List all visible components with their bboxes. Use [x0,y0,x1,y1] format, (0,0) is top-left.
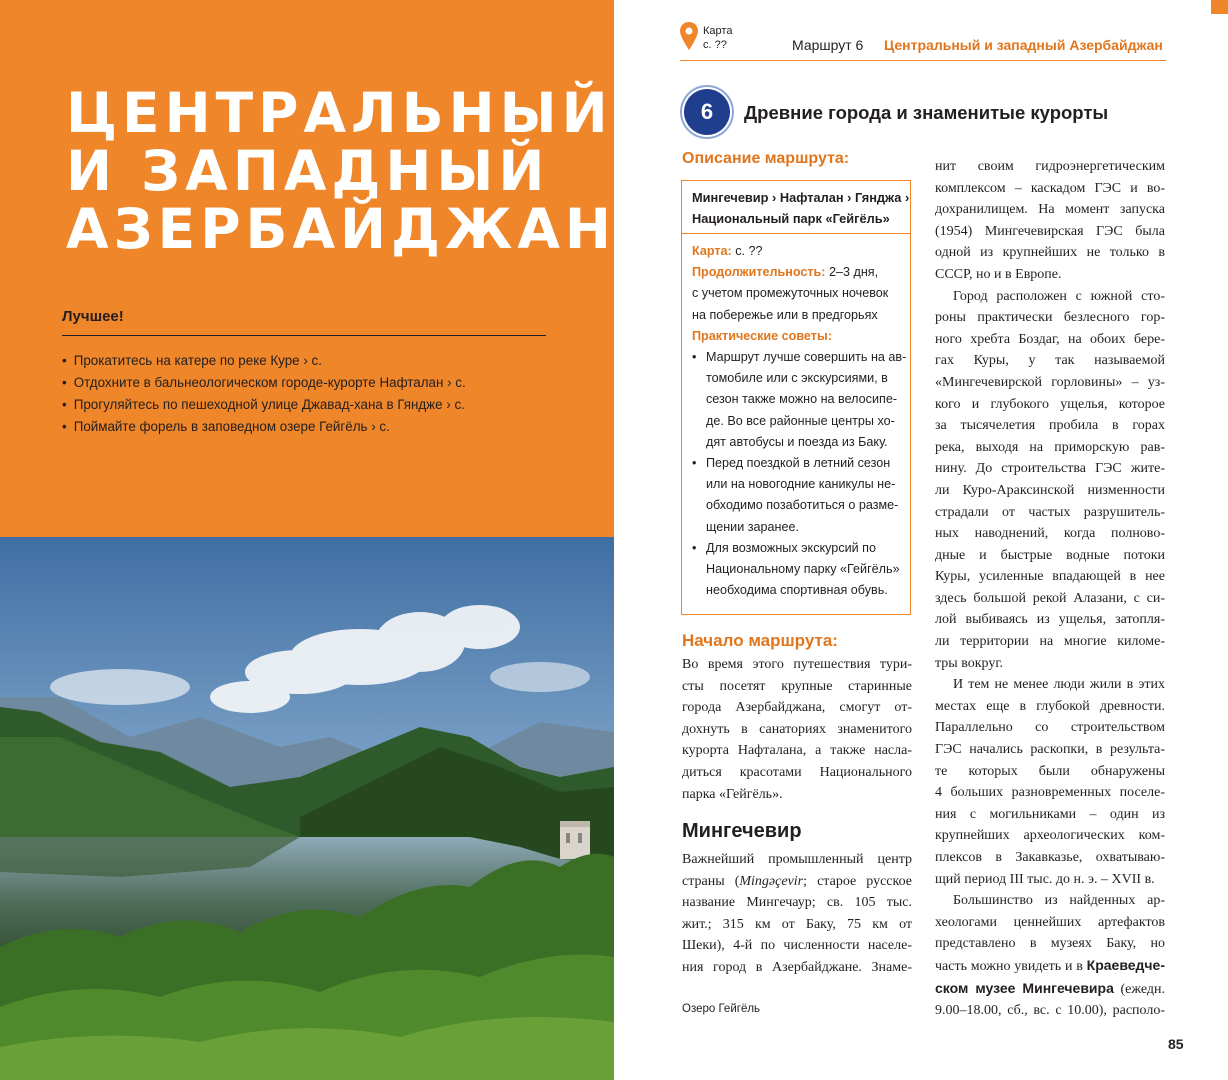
museum-name: ском музее Мингечевира [935,979,1114,996]
chapter-title [66,81,616,261]
text-line: СССР, но и в Европе. [935,266,1062,282]
page-number: 85 [1168,1036,1184,1052]
info-tips-label: Практические советы: [692,328,832,343]
text-line: за тысячелетия пробила в горах [935,418,1165,434]
route-path-line: Мингечевир › Нафталан › Гянджа › [692,190,910,205]
text-line: диться красотами Национального [682,764,912,780]
text-line: гах Куры, у так называемой [935,353,1165,369]
text-line: Параллельно со строительством [935,720,1165,736]
text-line: «Мингечевирской горловины» – уз- [935,374,1165,390]
chapter-title-line: АЗЕРБАЙДЖАН [66,197,616,261]
best-item: • Отдохните в бальнеологическом городе-курорте Нафталан › с. [62,372,466,394]
tip-line: сезон также можно на велосипе- [706,392,898,407]
tip-line: • Маршрут лучше совершить на ав- [706,350,907,365]
running-header-route: Маршрут 6 [792,37,864,53]
info-duration-text: на побережье или в предгорьях [692,307,878,322]
text-line: щий период III тыс. до н. э. – XVII в. [935,871,1155,887]
right-column-text [935,156,1165,1022]
text-line: ли Куро-Араксинской низменности [935,482,1165,498]
text-line: Шеки), 4-й по численности населе- [682,938,912,954]
text-fragment: страны ( [682,873,740,889]
best-title: Лучшее! [62,308,124,325]
text-line: ния город в Азербайджане. Знаме- [682,959,912,975]
tip-line: томобиле или с экскурсиями, в [706,371,888,386]
map-pin-icon [680,22,698,50]
tip-item [692,453,910,538]
text-fragment: (ежедн. [1113,981,1165,997]
photo-caption: Озеро Гейгёль [682,1003,761,1015]
text-line: ГЭС начались раскопки, в результа- [935,742,1165,758]
text-line: И тем не менее люди жили в этих [953,677,1165,693]
text-line: плексов в Закавказье, охватываю- [935,850,1165,865]
text-line: название Мингечаур; св. 105 тыс. [682,895,912,911]
best-list [62,350,466,438]
text-line: одной из крупнейших не только в [935,245,1165,261]
text-line: здесь большой рекой Алазани, с си- [935,590,1165,606]
text-fragment: часть можно увидеть и в [935,958,1087,974]
best-item: • Прогуляйтесь по пешеходной улице Джавад-хана в Гяндже › с. [62,394,466,416]
start-text [682,654,912,805]
text-line: Город расположен с южной сто- [953,288,1165,304]
info-duration-text: с учетом промежуточных ночевок [692,286,889,301]
info-map-value: с. ?? [735,244,763,258]
text-line: хеологами ценнейших артефактов [935,914,1165,930]
text-line: местах еще в глубокой древности. [935,698,1165,714]
tip-line: де. Во все районные центры хо- [706,413,895,428]
text-line: Куры, усиленные впадающей в нее [935,569,1165,585]
info-map-label: Карта: [692,244,732,258]
text-line: ного хребта Боздаг, на обоих бере- [935,331,1165,347]
text-line: 9.00–18.00, сб., вс. с 10.00), располо- [935,1003,1165,1019]
info-duration-value: 2–3 дня, [828,265,879,280]
text-line: Большинство из найденных ар- [953,893,1165,909]
text-line: сты посетят крупные старинные [682,678,912,694]
tip-line: или на новогодние каникулы не- [706,477,896,492]
text-line: Важнейший промышленный центр [682,852,912,867]
description-heading: Описание маршрута: [682,150,850,167]
text-line: роны практически безлесного гор- [935,310,1165,326]
mingachevir-heading: Мингечевир [682,820,802,842]
route-number: 6 [700,99,714,124]
info-duration-row [692,262,910,283]
page-edge-tab [1211,0,1228,14]
tip-item [692,538,910,602]
text-fragment-italic: Mingəçevir [739,873,804,889]
tip-line: дят автобусы и поезда из Баку. [706,434,888,449]
text-line: жит.; 315 км от Баку, 75 км от [682,916,912,932]
text-line: комплексом – каскадом ГЭС и во- [935,180,1165,196]
route-heading: Древние города и знаменитые курорты [744,102,1109,123]
text-line: Во время этого путешествия тури- [682,657,912,672]
text-line: дохранилищем. На момент запуска [935,202,1165,218]
map-reference [703,24,732,52]
chapter-title-line: ЦЕНТРАЛЬНЫЙ [66,81,613,145]
text-line: 4 больших разновременных поселе- [935,785,1165,801]
tip-item [692,347,910,453]
text-line [935,955,1165,978]
text-line: нит своим гидроэнергетическим [935,159,1165,174]
text-line: лой выбиваясь из ущелья, затопля- [935,612,1165,628]
museum-name: Краеведче- [1086,956,1165,973]
text-fragment: ; старое русское [803,873,913,889]
tip-line: необходима спортивная обувь. [706,583,888,598]
best-divider [62,335,546,336]
route-info-box [681,233,911,615]
route-path-box [681,180,911,234]
best-item: • Поймайте форель в заповедном озере Гейгёль › с. [62,416,466,438]
text-line: представлено в музеях Баку, но [935,936,1165,952]
text-line: дные и быстрые водные потоки [935,547,1165,563]
text-line: (1954) Мингечевирская ГЭС была [935,223,1165,239]
text-line: ния с могильниками – один из [935,806,1165,822]
text-line: ли территории на многие киломе- [935,634,1165,650]
text-line: тры вокруг. [935,655,1003,671]
map-reference-label: Карта [703,25,733,37]
start-heading: Начало маршрута: [682,631,838,650]
text-line: дохнуть в санаториях знаменитого [682,721,912,737]
text-line [935,978,1165,1001]
text-line: река, выходя на приморскую рав- [935,439,1165,455]
info-map-row [692,241,910,262]
text-line: кого и глубокого ущелья, которое [935,396,1165,412]
tip-line: • Перед поездкой в летний сезон [706,456,891,471]
header-divider [680,60,1166,61]
text-line: нину. До строительства ГЭС жите- [935,461,1165,477]
tip-line: Национальному парку «Гейгёль» [706,562,900,577]
map-reference-page: с. ?? [703,39,727,51]
text-line: города Азербайджана, смогут от- [682,700,912,716]
chapter-title-line: И ЗАПАДНЫЙ [66,139,550,203]
text-line: ных наводнений, когда полново- [935,526,1165,542]
tip-line: щении заранее. [706,519,799,534]
running-header-title: Центральный и западный Азербайджан [884,37,1163,53]
text-line: парка «Гейгёль». [682,786,783,802]
text-line: крупнейших археологических ком- [935,828,1165,844]
text-line [682,871,912,893]
tip-line: • Для возможных экскурсий по [706,540,877,555]
text-line: те которых были обнаружены [935,763,1165,779]
lake-photo [0,537,614,1080]
route-path-line: Национальный парк «Гейгёль» [692,211,890,226]
best-item: • Прокатитесь на катере по реке Куре › с. [62,350,466,372]
text-line: курорта Нафталана, а также насла- [682,743,912,759]
info-duration-label: Продолжительность: [692,265,826,280]
text-line: страдали от частых разрушитель- [935,504,1165,520]
tip-line: обходимо позаботиться о разме- [706,498,899,513]
mingachevir-text [682,849,912,979]
